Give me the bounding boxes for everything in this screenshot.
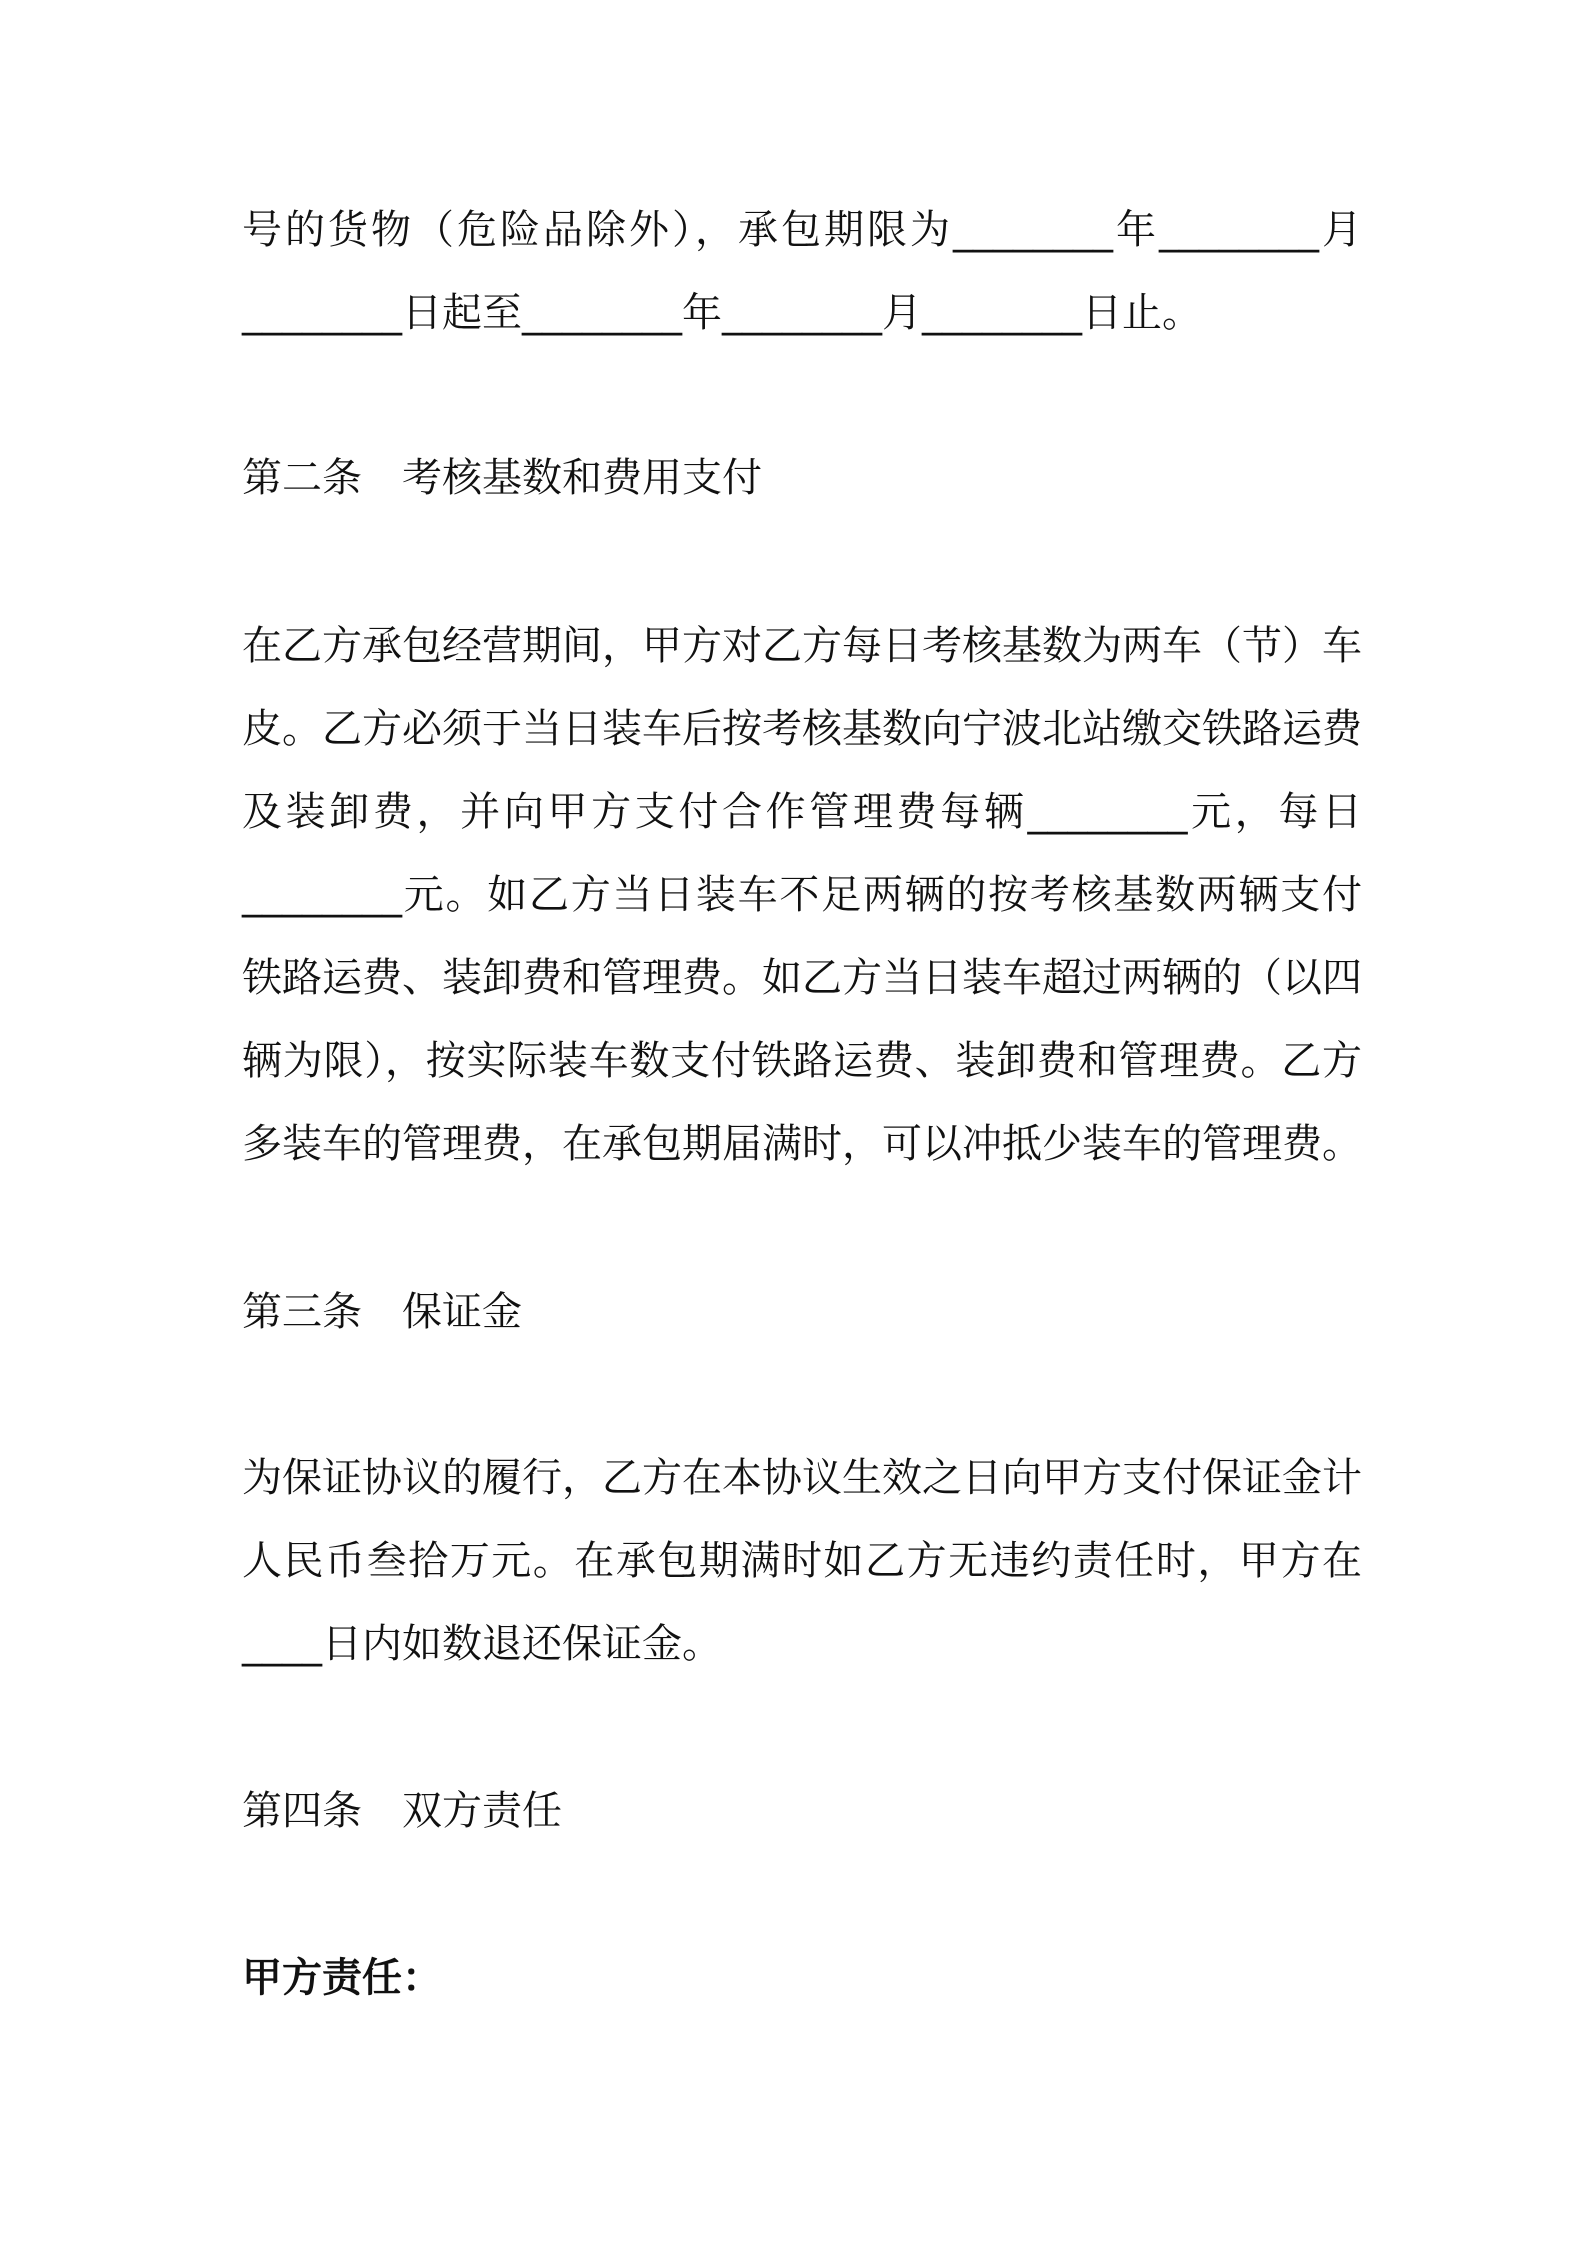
article-2-line-2: 皮。乙方必须于当日装车后按考核基数向宁波北站缴交铁路运费 [242,706,1362,752]
article-2-line-3: 及装卸费，并向甲方支付合作管理费每辆________元，每日 [242,789,1362,835]
article-3-number: 第三条 [242,1289,362,1335]
article-2-line-5: 铁路运费、装卸费和管理费。如乙方当日装车超过两辆的（以四 [242,955,1362,1001]
article-3-line-3: ____日内如数退还保证金。 [242,1621,722,1667]
article-4-heading [242,1781,562,1841]
article-2-title: 考核基数和费用支付 [402,455,762,501]
article-3-heading [242,1282,522,1342]
article-2-line-6: 辆为限），按实际装车数支付铁路运费、装卸费和管理费。乙方 [242,1038,1362,1084]
article-2-line-1: 在乙方承包经营期间，甲方对乙方每日考核基数为两车（节）车 [242,623,1362,669]
article-3-title: 保证金 [402,1289,522,1335]
intro-line-2: ________日起至________年________月________日止。 [242,290,1202,336]
article-4-title: 双方责任 [402,1788,562,1834]
article-2-heading [242,448,762,508]
article-3-line-1: 为保证协议的履行，乙方在本协议生效之日向甲方支付保证金计 [242,1455,1362,1501]
article-2-line-4: ________元。如乙方当日装车不足两辆的按考核基数两辆支付 [242,872,1362,918]
article-3-line-2: 人民币叁拾万元。在承包期满时如乙方无违约责任时，甲方在 [242,1538,1362,1584]
party-a-responsibility-heading: 甲方责任： [242,1955,442,2001]
intro-line-1: 号的货物（危险品除外），承包期限为________年________月 [242,207,1362,253]
article-2-number: 第二条 [242,455,362,501]
article-2-line-7: 多装车的管理费，在承包期届满时，可以冲抵少装车的管理费。 [242,1121,1362,1167]
article-4-number: 第四条 [242,1788,362,1834]
